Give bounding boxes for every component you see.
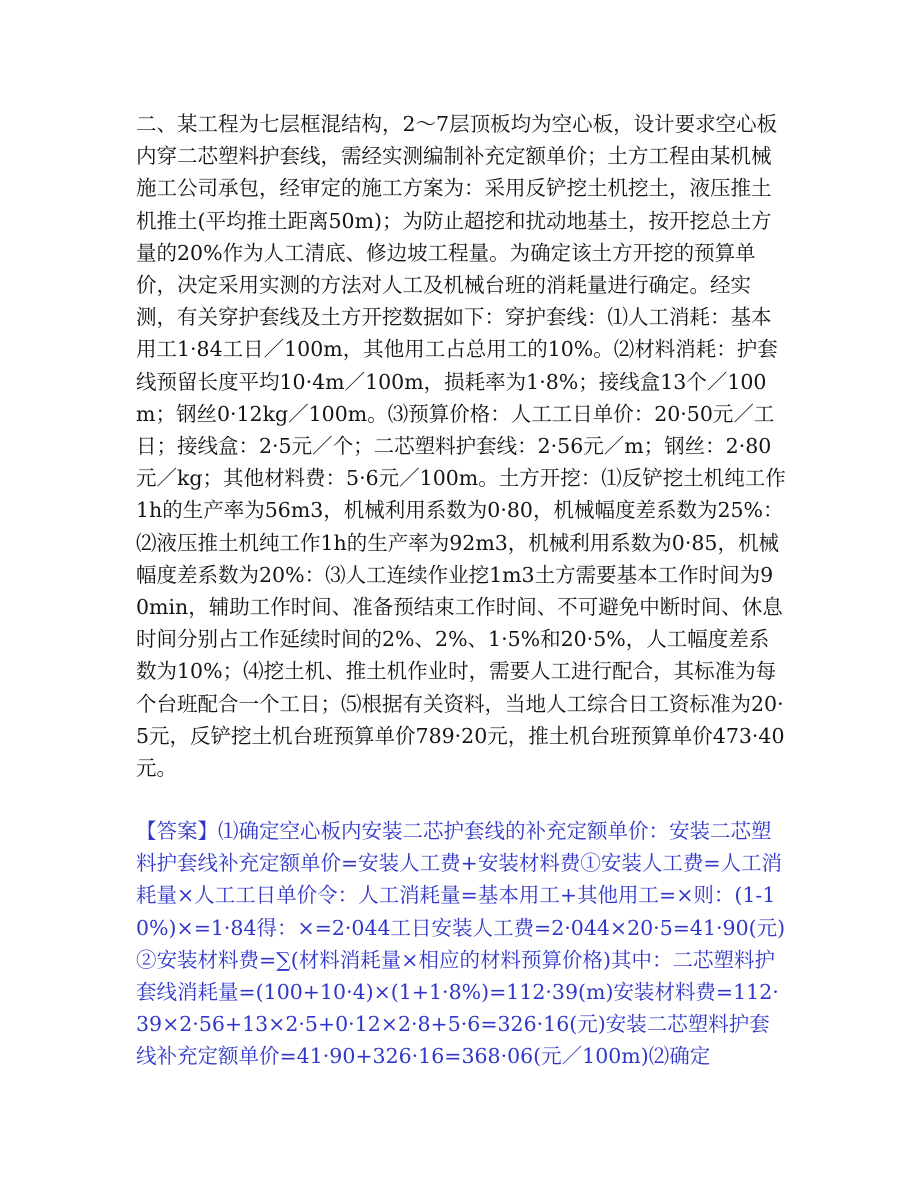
answer-paragraph: 【答案】⑴确定空心板内安装二芯护套线的补充定额单价：安装二芯塑料护套线补充定额单价=安装人工费+安装材料费①安装人工费=人工消耗量×人工工日单价令：人工消耗量=基本用工+其他用工=×则：(1-10%)×=1·84得：×=2·044工日安装人工费=2·044×20·5=41·90(元)②安装材料费=∑(材料消耗量×相应的材料预算价格)其中：二芯塑料护套线消耗量=(100+10·4)×(1+1·8%)=112·39(m)安装材料费=112·39×2·56+13×2·5+0·12×2·8+5·6=326·16(元)安装二芯塑料护套线补充定额单价=41·90+326·16=368·06(元／100m)⑵确定	[136, 819, 786, 1069]
question-paragraph: 二、某工程为七层框混结构，2～7层顶板均为空心板，设计要求空心板内穿二芯塑料护套线，需经实测编制补充定额单价；土方工程由某机械施工公司承包，经审定的施工方案为：采用反铲挖土机挖土，液压推土机推土(平均推土距离50m)；为防止超挖和扰动地基土，按开挖总土方量的20%作为人工清底、修边坡工程量。为确定该土方开挖的预算单价，决定采用实测的方法对人工及机械台班的消耗量进行确定。经实测，有关穿护套线及土方开挖数据如下：穿护套线：⑴人工消耗：基本用工1·84工日／100m，其他用工占总用工的10%。⑵材料消耗：护套线预留长度平均10·4m／100m，损耗率为1·8%；接线盒13个／100m；钢丝0·12kg／100m。⑶预算价格：人工工日单价：20·50元／工日；接线盒：2·5元／个；二芯塑料护套线：2·56元／m；钢丝：2·80元／kg；其他材料费：5·6元／100m。土方开挖：⑴反铲挖土机纯工作1h的生产率为56m3，机械利用系数为0·80，机械幅度差系数为25%：⑵液压推土机纯工作1h的生产率为92m3，机械利用系数为0·85，机械幅度差系数为20%：⑶人工连续作业挖1m3土方需要基本工作时间为90min，辅助工作时间、准备预结束工作时间、不可避免中断时间、休息时间分别占工作延续时间的2%、2%、1·5%和20·5%，人工幅度差系数为10%；⑷挖土机、推土机作业时，需要人工进行配合，其标准为每个台班配合一个工日；⑸根据有关资料，当地人工综合日工资标准为20·5元，反铲挖土机台班预算单价789·20元，推土机台班预算单价473·40元。	[136, 112, 786, 781]
